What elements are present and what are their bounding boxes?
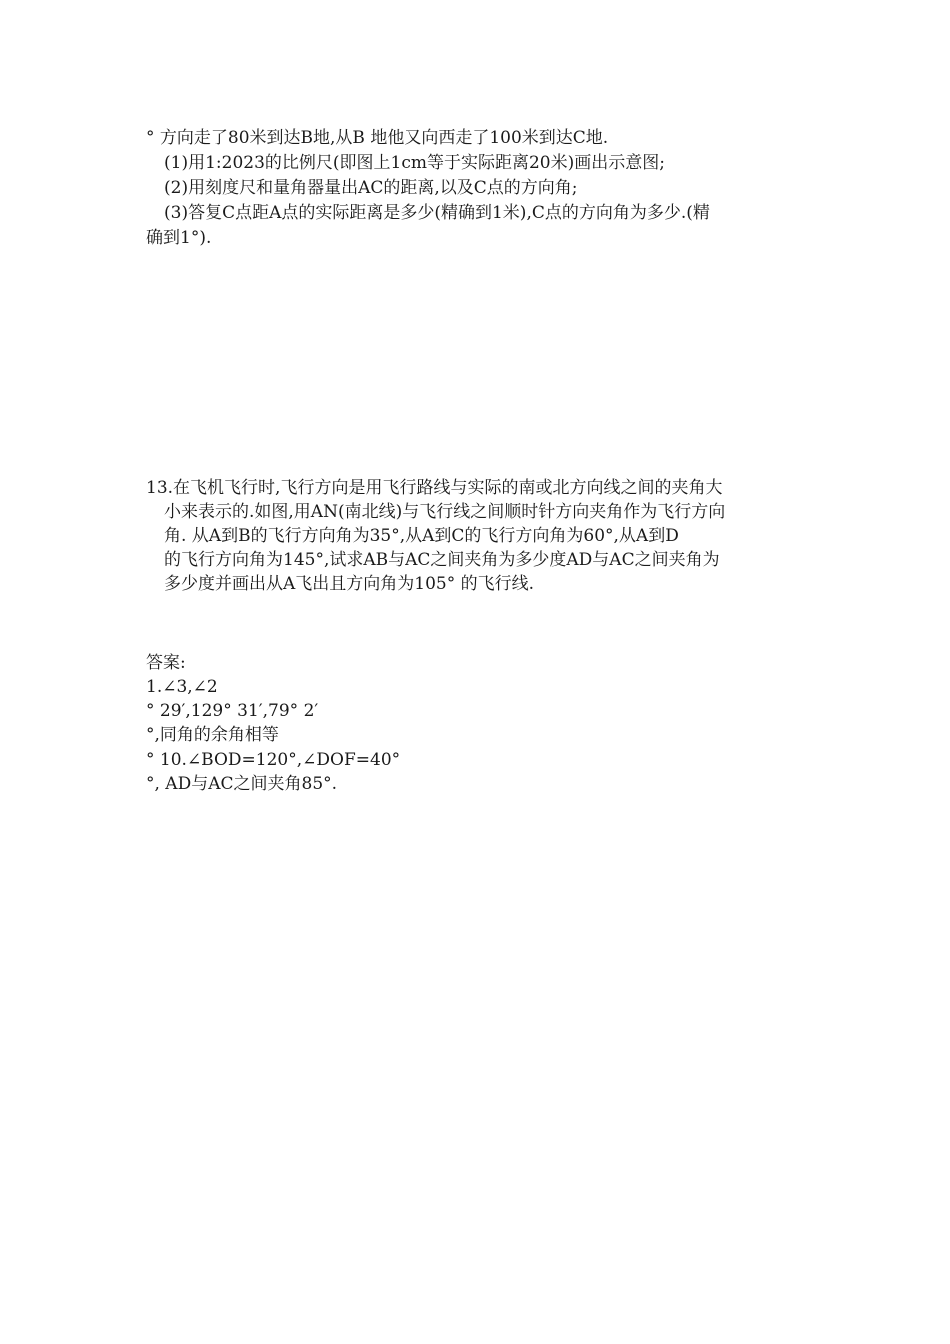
problem12-part1: (1)用1:2023的比例尺(即图上1cm等于实际距离20米)画出示意图; — [164, 153, 665, 173]
problem12-line1: ° 方向走了80米到达B地,从B 地他又向西走了100米到达C地. — [146, 128, 609, 148]
answer-line1: 1.∠3,∠2 — [146, 677, 218, 697]
problem12-part3-line2: 确到1°). — [146, 228, 212, 248]
answer-line3: °,同角的余角相等 — [146, 725, 279, 745]
answer-line4: ° 10.∠BOD=120°,∠DOF=40° — [146, 750, 401, 770]
problem13-line4: 的飞行方向角为145°,试求AB与AC之间夹角为多少度AD与AC之间夹角为 — [164, 550, 720, 570]
problem12-part2: (2)用刻度尺和量角器量出AC的距离,以及C点的方向角; — [164, 178, 578, 198]
problem13-line2: 小来表示的.如图,用AN(南北线)与飞行线之间顺时针方向夹角作为飞行方向 — [164, 502, 726, 522]
answers-heading: 答案: — [146, 653, 186, 673]
answer-line2: ° 29′,129° 31′,79° 2′ — [146, 701, 319, 721]
answer-line5: °, AD与AC之间夹角85°. — [146, 774, 338, 794]
problem13-line1: 13.在飞机飞行时,飞行方向是用飞行路线与实际的南或北方向线之间的夹角大 — [146, 478, 723, 498]
problem13-line5: 多少度并画出从A飞出且方向角为105° 的飞行线. — [164, 574, 535, 594]
problem12-part3-line1: (3)答复C点距A点的实际距离是多少(精确到1米),C点的方向角为多少.(精 — [164, 203, 710, 223]
problem13-line3: 角. 从A到B的飞行方向角为35°,从A到C的飞行方向角为60°,从A到D — [164, 526, 679, 546]
